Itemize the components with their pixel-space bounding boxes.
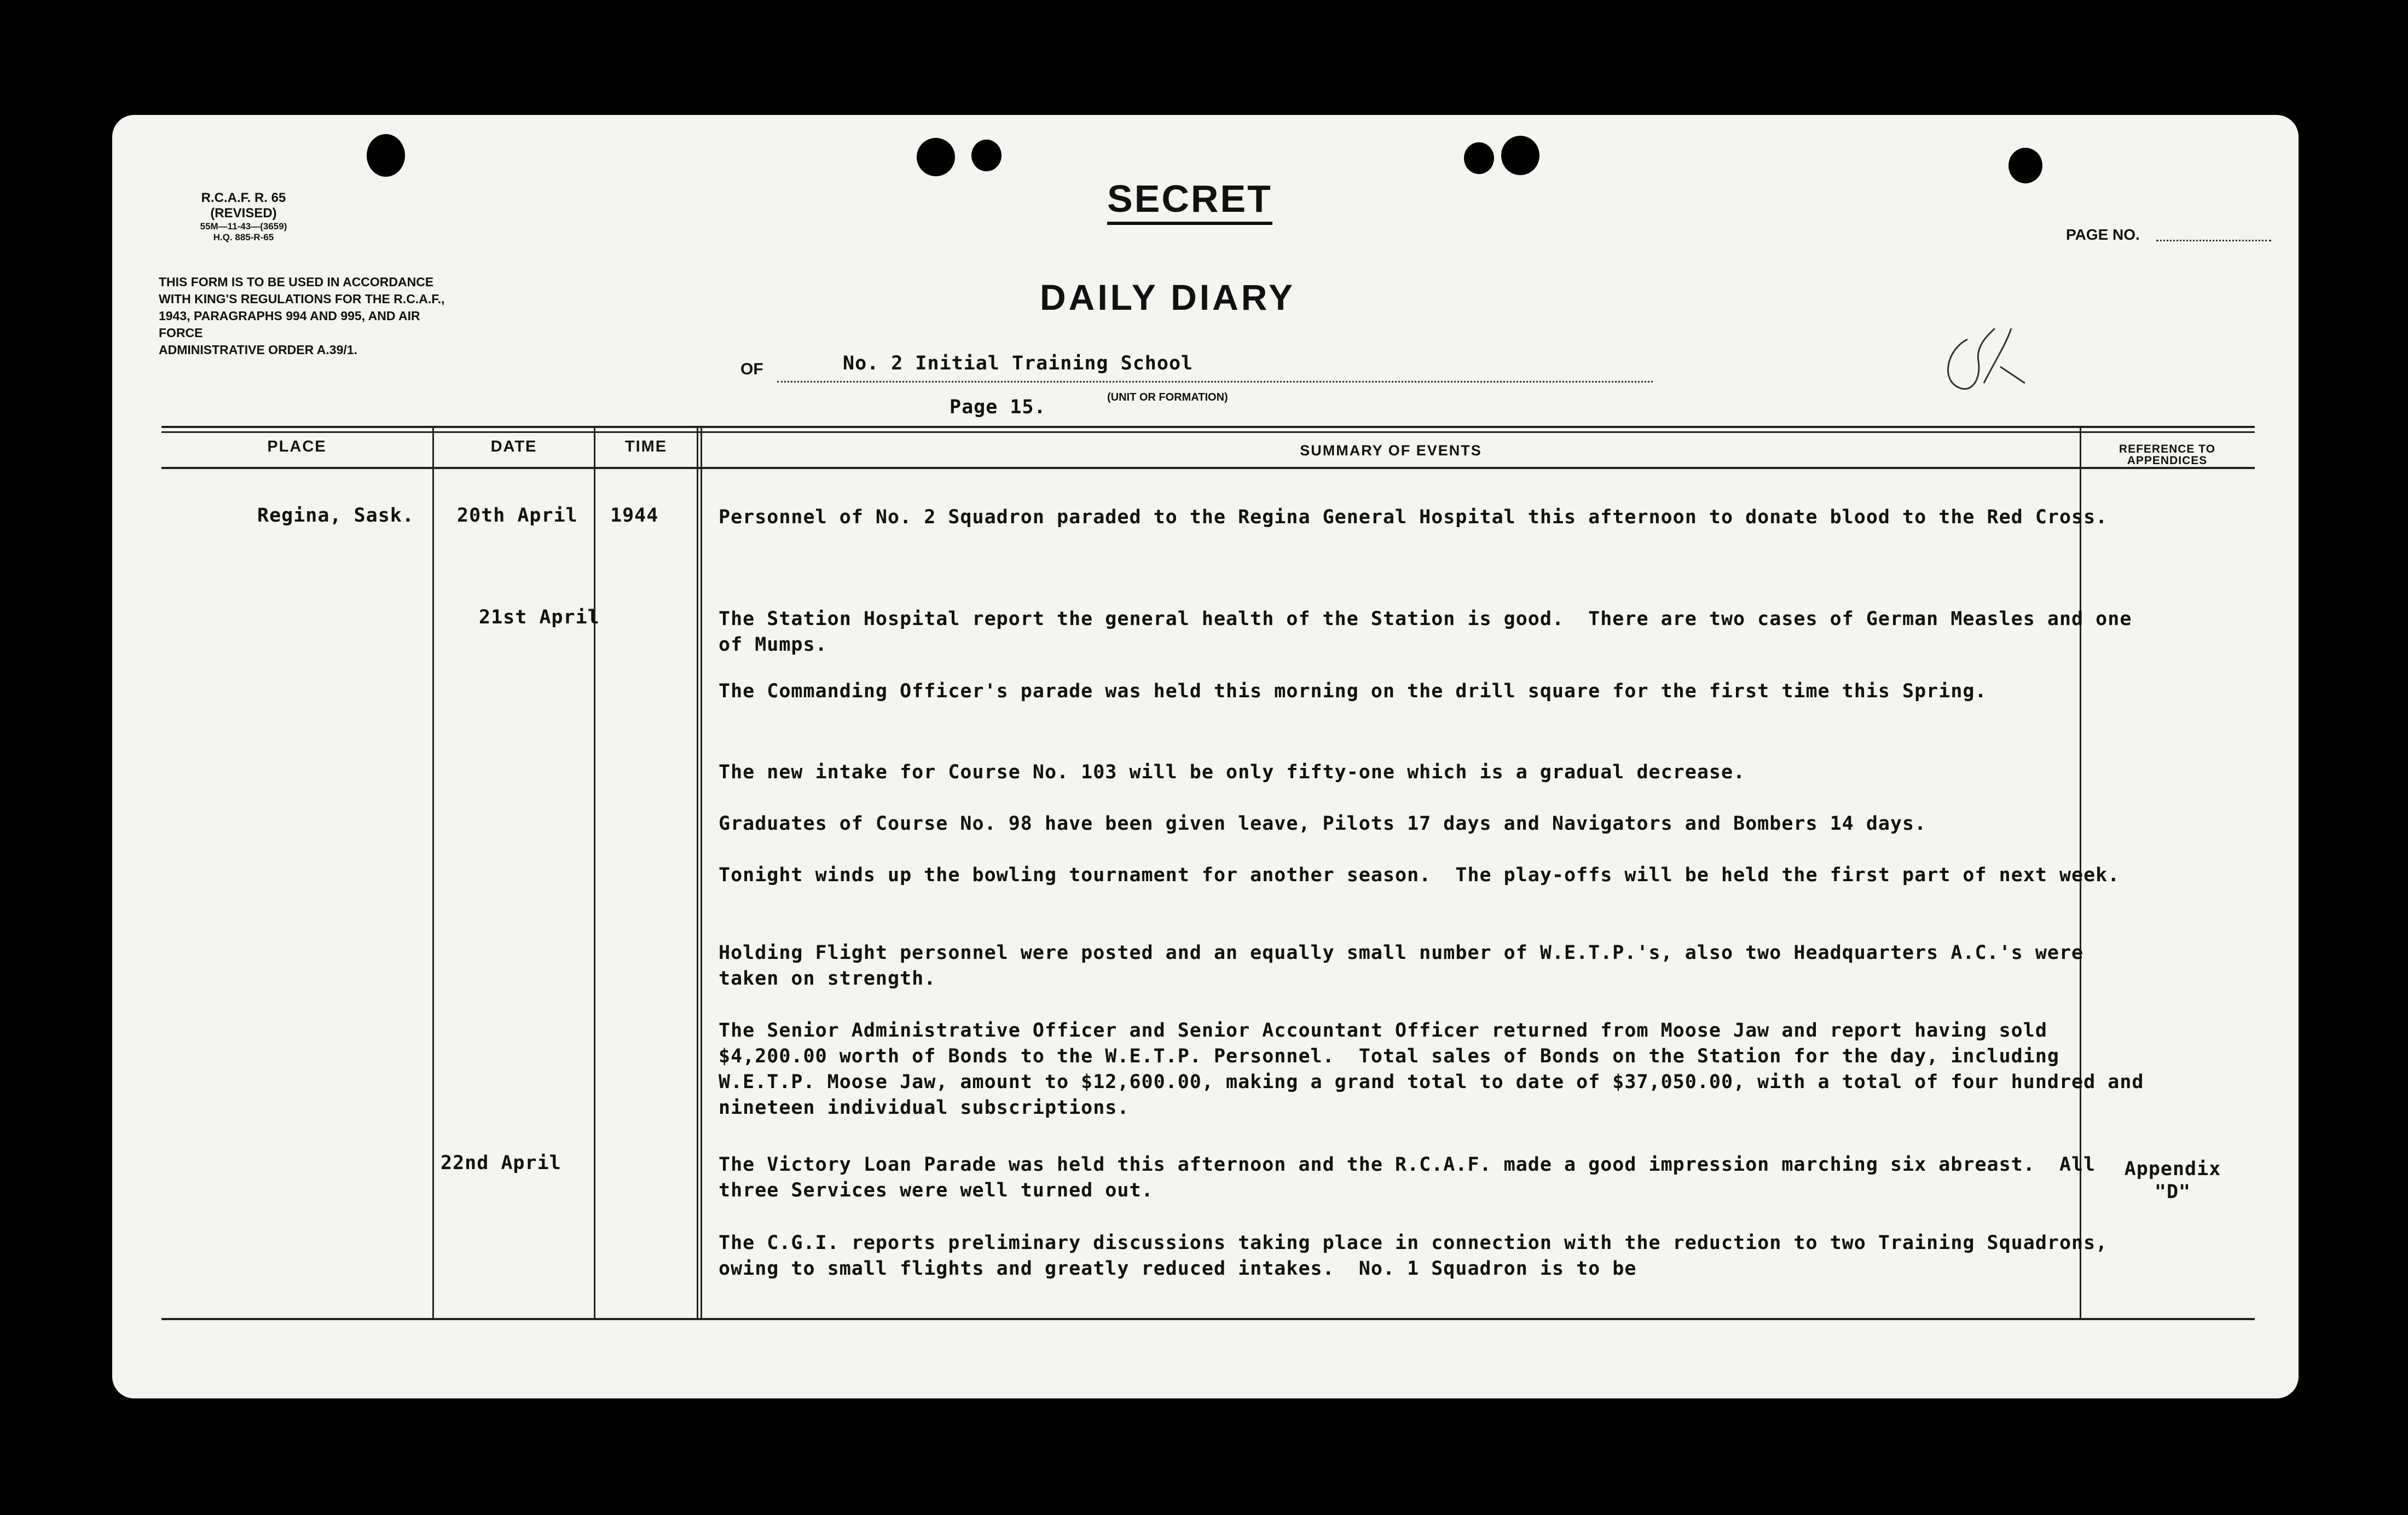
unit-name: No. 2 Initial Training School [843,352,1194,374]
punch-hole [971,140,1002,171]
form-code-line3: H.Q. 885-R-65 [213,232,274,242]
summary-entry: The Station Hospital report the general health of the Station is good. There are two cases of German Measles and one of Mumps. [719,608,2144,656]
typed-page-number: Page 15. [950,396,1046,418]
appendix-reference: Appendix "D" [2124,1158,2233,1203]
classification-heading: SECRET [1107,177,1272,225]
date-cell: 21st April [479,606,600,628]
page-number-dotted-line [2156,240,2271,241]
summary-entry: The Victory Loan Parade was held this afternoon and the R.C.A.F. made a good impression marching six abreast. All three Services were well turned out. [719,1154,2108,1201]
unit-caption: (UNIT OR FORMATION) [1107,391,1228,403]
summary-entry: The C.G.I. reports preliminary discussions taking place in connection with the reduction to two Training Squadrons, owing to small flights and greatly reduced intakes. No. 1 Squadron is to be [719,1232,2120,1280]
form-code [172,190,315,243]
punch-hole [1464,142,1494,174]
time-cell: 1944 [610,505,659,527]
table-header-rule [161,467,2255,469]
summary-entry: Personnel of No. 2 Squadron paraded to the Regina General Hospital this afternoon to donate blood to the Red Cross. [719,506,2108,528]
summary-entry: The Senior Administrative Officer and Senior Accountant Officer returned from Moose Jaw and report having sold $4,200.00 worth of Bonds to the W.E.T.P. Personnel. Total sales of Bonds on the Station for the day, including W.E.T.P. Moose Jaw, amount to $12,600.00, making a grand total to date of $37,050.00, with a total of four hundred and nineteen individual subscriptions. [719,1020,2156,1119]
of-label: OF [740,360,763,378]
summary-entry: Holding Flight personnel were posted and an equally small number of W.E.T.P.'s, also two Headquarters A.C.'s were taken on strength. [719,942,2096,990]
handwritten-initials [1929,317,2028,400]
table-bottom-rule [161,1318,2255,1320]
place-cell: Regina, Sask. [257,505,414,527]
date-cell: 22nd April [441,1152,562,1174]
form-code-line1: R.C.A.F. R. 65 (REVISED) [201,190,286,221]
summary-entry: Graduates of Course No. 98 have been given leave, Pilots 17 days and Navigators and Bombers 14 days. [719,813,1927,835]
instruction-line: WITH KING'S REGULATIONS FOR THE R.C.A.F., [159,292,445,306]
column-divider [701,426,702,1319]
punch-hole [2008,148,2042,183]
table-top-rule-2 [161,431,2255,433]
punch-hole [917,138,955,176]
form-code-line2: 55M—11-43—(3659) [200,221,287,232]
unit-dotted-line [777,381,1653,383]
column-header-summary: SUMMARY OF EVENTS [1300,442,1482,459]
form-instructions [159,274,465,358]
punch-hole [367,134,405,177]
page-number-label: PAGE NO. [2066,226,2140,243]
summary-entry: The new intake for Course No. 103 will be only fifty-one which is a gradual decrease. [719,761,1746,783]
instruction-line: ADMINISTRATIVE ORDER A.39/1. [159,343,357,357]
date-cell: 20th April [457,505,578,527]
column-header-time: TIME [624,438,668,455]
column-header-reference: REFERENCE TO APPENDICES [2118,443,2216,467]
diary-page [112,115,2299,1398]
summary-entry: Tonight winds up the bowling tournament for another season. The play-offs will be held the first part of next week. [719,864,2120,886]
punch-hole [1501,136,1539,175]
column-header-date: DATE [490,438,537,455]
column-divider [594,426,595,1319]
column-divider [697,426,698,1319]
instruction-line: THIS FORM IS TO BE USED IN ACCORDANCE [159,275,434,289]
summary-entry: The Commanding Officer's parade was held this morning on the drill square for the first time this Spring. [719,680,1987,702]
page-title: DAILY DIARY [1040,277,1295,317]
instruction-line: 1943, PARAGRAPHS 994 AND 995, AND AIR FORCE [159,309,420,340]
column-header-place: PLACE [267,438,327,455]
column-divider [432,426,434,1319]
table-top-rule [161,426,2255,428]
